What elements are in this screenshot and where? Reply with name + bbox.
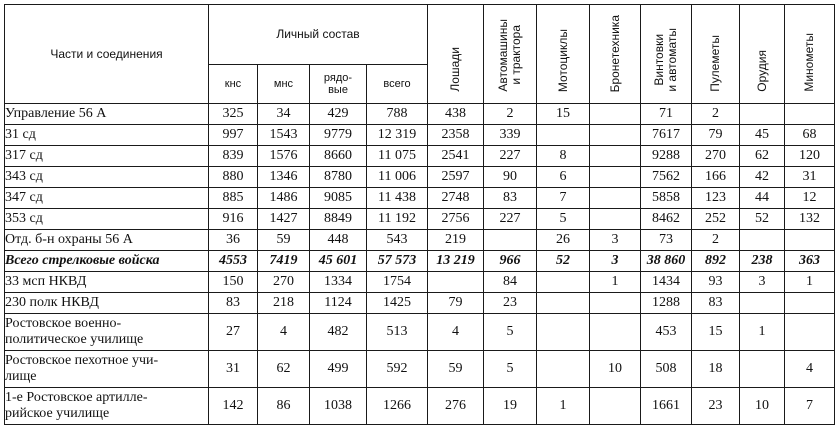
row-cell: 71 xyxy=(641,104,692,125)
table-row xyxy=(5,167,835,188)
row-cell: 438 xyxy=(428,104,484,125)
row-cell xyxy=(590,188,641,209)
row-cell: 227 xyxy=(484,209,537,230)
row-cell: 45 601 xyxy=(310,251,367,272)
row-cell: 83 xyxy=(209,293,258,314)
row-cell: 1576 xyxy=(258,146,310,167)
row-cell: 9085 xyxy=(310,188,367,209)
personnel-equipment-table xyxy=(4,4,835,425)
header-horses xyxy=(428,5,484,104)
header-vehicles xyxy=(484,5,537,104)
row-cell: 892 xyxy=(692,251,740,272)
row-cell: 19 xyxy=(484,388,537,425)
row-cell: 339 xyxy=(484,125,537,146)
row-name: 31 сд xyxy=(5,125,209,146)
row-cell: 11 006 xyxy=(367,167,428,188)
row-cell: 2 xyxy=(692,104,740,125)
row-cell: 59 xyxy=(428,351,484,388)
header-motorcycles-label: Мотоциклы xyxy=(555,28,570,92)
header-guns-label: Орудия xyxy=(754,50,769,92)
row-cell: 1334 xyxy=(310,272,367,293)
header-privates: рядо- вые xyxy=(310,64,367,103)
row-cell: 1038 xyxy=(310,388,367,425)
row-name: 230 полк НКВД xyxy=(5,293,209,314)
row-cell: 916 xyxy=(209,209,258,230)
row-cell: 1 xyxy=(537,388,590,425)
row-cell: 83 xyxy=(692,293,740,314)
table-header xyxy=(5,5,835,104)
row-cell: 9288 xyxy=(641,146,692,167)
row-cell: 1124 xyxy=(310,293,367,314)
row-cell: 9779 xyxy=(310,125,367,146)
table-row xyxy=(5,388,835,425)
row-cell: 8849 xyxy=(310,209,367,230)
row-cell: 15 xyxy=(692,314,740,351)
row-cell: 8462 xyxy=(641,209,692,230)
row-cell: 543 xyxy=(367,230,428,251)
row-name: Отд. б-н охраны 56 А xyxy=(5,230,209,251)
row-cell: 45 xyxy=(740,125,785,146)
row-cell: 8 xyxy=(537,146,590,167)
row-cell: 7419 xyxy=(258,251,310,272)
row-cell: 12 319 xyxy=(367,125,428,146)
row-cell: 325 xyxy=(209,104,258,125)
row-cell: 513 xyxy=(367,314,428,351)
row-cell: 219 xyxy=(428,230,484,251)
row-cell xyxy=(590,314,641,351)
row-cell: 2541 xyxy=(428,146,484,167)
row-cell: 8780 xyxy=(310,167,367,188)
row-cell: 5 xyxy=(484,314,537,351)
row-cell: 11 438 xyxy=(367,188,428,209)
row-cell: 73 xyxy=(641,230,692,251)
row-cell: 1266 xyxy=(367,388,428,425)
row-cell: 7 xyxy=(537,188,590,209)
row-cell: 429 xyxy=(310,104,367,125)
row-cell: 123 xyxy=(692,188,740,209)
row-cell: 592 xyxy=(367,351,428,388)
row-name: Управление 56 А xyxy=(5,104,209,125)
row-cell: 2 xyxy=(484,104,537,125)
header-units: Части и соединения xyxy=(5,5,209,104)
table-row xyxy=(5,104,835,125)
row-cell: 448 xyxy=(310,230,367,251)
row-cell: 1661 xyxy=(641,388,692,425)
row-name: 353 сд xyxy=(5,209,209,230)
row-cell: 5858 xyxy=(641,188,692,209)
row-cell: 3 xyxy=(590,251,641,272)
row-cell: 62 xyxy=(740,146,785,167)
table-row xyxy=(5,351,835,388)
row-cell xyxy=(740,351,785,388)
row-cell: 7562 xyxy=(641,167,692,188)
header-motorcycles xyxy=(537,5,590,104)
row-cell: 31 xyxy=(785,167,835,188)
row-cell xyxy=(590,293,641,314)
row-cell: 31 xyxy=(209,351,258,388)
row-name: Всего стрелковые войска xyxy=(5,251,209,272)
row-cell: 27 xyxy=(209,314,258,351)
header-machine-guns xyxy=(692,5,740,104)
row-cell: 227 xyxy=(484,146,537,167)
header-horses-label: Лошади xyxy=(448,47,463,92)
row-cell: 36 xyxy=(209,230,258,251)
row-cell: 1288 xyxy=(641,293,692,314)
row-cell: 2358 xyxy=(428,125,484,146)
row-cell xyxy=(740,230,785,251)
row-cell xyxy=(428,272,484,293)
row-cell: 508 xyxy=(641,351,692,388)
row-cell: 276 xyxy=(428,388,484,425)
row-cell: 997 xyxy=(209,125,258,146)
row-cell xyxy=(537,272,590,293)
total-row xyxy=(5,251,835,272)
row-cell: 2 xyxy=(692,230,740,251)
row-cell: 966 xyxy=(484,251,537,272)
row-cell xyxy=(740,104,785,125)
row-cell: 2756 xyxy=(428,209,484,230)
row-cell: 79 xyxy=(692,125,740,146)
row-cell: 84 xyxy=(484,272,537,293)
row-cell: 166 xyxy=(692,167,740,188)
row-cell xyxy=(537,125,590,146)
table-row xyxy=(5,314,835,351)
table-body xyxy=(5,104,835,425)
row-cell: 10 xyxy=(740,388,785,425)
row-cell: 26 xyxy=(537,230,590,251)
row-cell: 252 xyxy=(692,209,740,230)
row-cell xyxy=(590,209,641,230)
header-mns: мнс xyxy=(258,64,310,103)
row-cell: 44 xyxy=(740,188,785,209)
row-cell: 238 xyxy=(740,251,785,272)
row-cell: 57 573 xyxy=(367,251,428,272)
header-rifles-label: Винтовки и автоматы xyxy=(652,28,680,92)
row-cell: 42 xyxy=(740,167,785,188)
row-cell: 1486 xyxy=(258,188,310,209)
row-cell: 1 xyxy=(740,314,785,351)
row-cell: 482 xyxy=(310,314,367,351)
row-cell: 34 xyxy=(258,104,310,125)
row-cell: 4553 xyxy=(209,251,258,272)
row-cell: 839 xyxy=(209,146,258,167)
row-cell: 132 xyxy=(785,209,835,230)
row-cell: 880 xyxy=(209,167,258,188)
row-cell: 270 xyxy=(692,146,740,167)
row-cell: 7 xyxy=(785,388,835,425)
row-cell: 52 xyxy=(537,251,590,272)
row-cell: 86 xyxy=(258,388,310,425)
table-row xyxy=(5,146,835,167)
row-cell: 38 860 xyxy=(641,251,692,272)
row-cell: 3 xyxy=(590,230,641,251)
row-cell: 788 xyxy=(367,104,428,125)
row-cell: 68 xyxy=(785,125,835,146)
row-cell: 23 xyxy=(484,293,537,314)
row-cell: 1 xyxy=(590,272,641,293)
row-cell: 8660 xyxy=(310,146,367,167)
row-cell: 120 xyxy=(785,146,835,167)
row-cell: 4 xyxy=(258,314,310,351)
row-cell: 150 xyxy=(209,272,258,293)
header-mortars xyxy=(785,5,835,104)
row-cell: 1 xyxy=(785,272,835,293)
table-row xyxy=(5,188,835,209)
row-cell: 1434 xyxy=(641,272,692,293)
row-cell xyxy=(785,104,835,125)
row-cell: 83 xyxy=(484,188,537,209)
header-armor xyxy=(590,5,641,104)
row-cell: 18 xyxy=(692,351,740,388)
header-armor-label: Бронетехника xyxy=(607,14,622,92)
row-cell: 15 xyxy=(537,104,590,125)
row-cell: 62 xyxy=(258,351,310,388)
row-cell xyxy=(590,125,641,146)
table-row xyxy=(5,230,835,251)
row-cell: 59 xyxy=(258,230,310,251)
row-cell: 52 xyxy=(740,209,785,230)
header-total: всего xyxy=(367,64,428,103)
row-cell xyxy=(785,293,835,314)
row-cell: 5 xyxy=(537,209,590,230)
row-cell xyxy=(785,230,835,251)
row-cell xyxy=(537,351,590,388)
row-cell: 1346 xyxy=(258,167,310,188)
row-cell xyxy=(537,293,590,314)
row-cell: 3 xyxy=(740,272,785,293)
row-cell: 93 xyxy=(692,272,740,293)
row-name: 1-е Ростовское артилле- рийское училище xyxy=(5,388,209,425)
row-cell: 1543 xyxy=(258,125,310,146)
row-cell: 363 xyxy=(785,251,835,272)
row-cell xyxy=(590,104,641,125)
row-cell: 885 xyxy=(209,188,258,209)
header-personnel: Личный состав xyxy=(209,5,428,65)
row-cell: 6 xyxy=(537,167,590,188)
row-name: 347 сд xyxy=(5,188,209,209)
row-cell: 270 xyxy=(258,272,310,293)
row-cell: 10 xyxy=(590,351,641,388)
table-row xyxy=(5,209,835,230)
row-cell: 12 xyxy=(785,188,835,209)
row-name: Ростовское военно- политическое училище xyxy=(5,314,209,351)
row-cell: 1427 xyxy=(258,209,310,230)
row-cell: 499 xyxy=(310,351,367,388)
row-cell: 23 xyxy=(692,388,740,425)
row-cell xyxy=(537,314,590,351)
row-name: 33 мсп НКВД xyxy=(5,272,209,293)
row-cell: 11 192 xyxy=(367,209,428,230)
header-mortars-label: Минометы xyxy=(802,33,817,92)
header-guns xyxy=(740,5,785,104)
row-cell: 5 xyxy=(484,351,537,388)
row-name: Ростовское пехотное учи- лище xyxy=(5,351,209,388)
row-cell: 453 xyxy=(641,314,692,351)
row-cell: 4 xyxy=(428,314,484,351)
table-row xyxy=(5,293,835,314)
row-cell: 7617 xyxy=(641,125,692,146)
row-cell xyxy=(740,293,785,314)
row-cell: 11 075 xyxy=(367,146,428,167)
row-cell: 1754 xyxy=(367,272,428,293)
row-cell: 142 xyxy=(209,388,258,425)
row-cell: 13 219 xyxy=(428,251,484,272)
row-name: 317 сд xyxy=(5,146,209,167)
header-rifles xyxy=(641,5,692,104)
row-name: 343 сд xyxy=(5,167,209,188)
row-cell: 218 xyxy=(258,293,310,314)
row-cell: 79 xyxy=(428,293,484,314)
header-row-1 xyxy=(5,5,835,65)
table-row xyxy=(5,125,835,146)
row-cell xyxy=(590,146,641,167)
header-kns: кнс xyxy=(209,64,258,103)
row-cell: 2748 xyxy=(428,188,484,209)
row-cell xyxy=(590,388,641,425)
row-cell: 4 xyxy=(785,351,835,388)
row-cell: 90 xyxy=(484,167,537,188)
row-cell xyxy=(785,314,835,351)
table-row xyxy=(5,272,835,293)
row-cell: 2597 xyxy=(428,167,484,188)
header-vehicles-label: Автомашины и трактора xyxy=(496,19,524,92)
row-cell xyxy=(484,230,537,251)
row-cell xyxy=(590,167,641,188)
header-machine-guns-label: Пулеметы xyxy=(708,35,723,92)
row-cell: 1425 xyxy=(367,293,428,314)
